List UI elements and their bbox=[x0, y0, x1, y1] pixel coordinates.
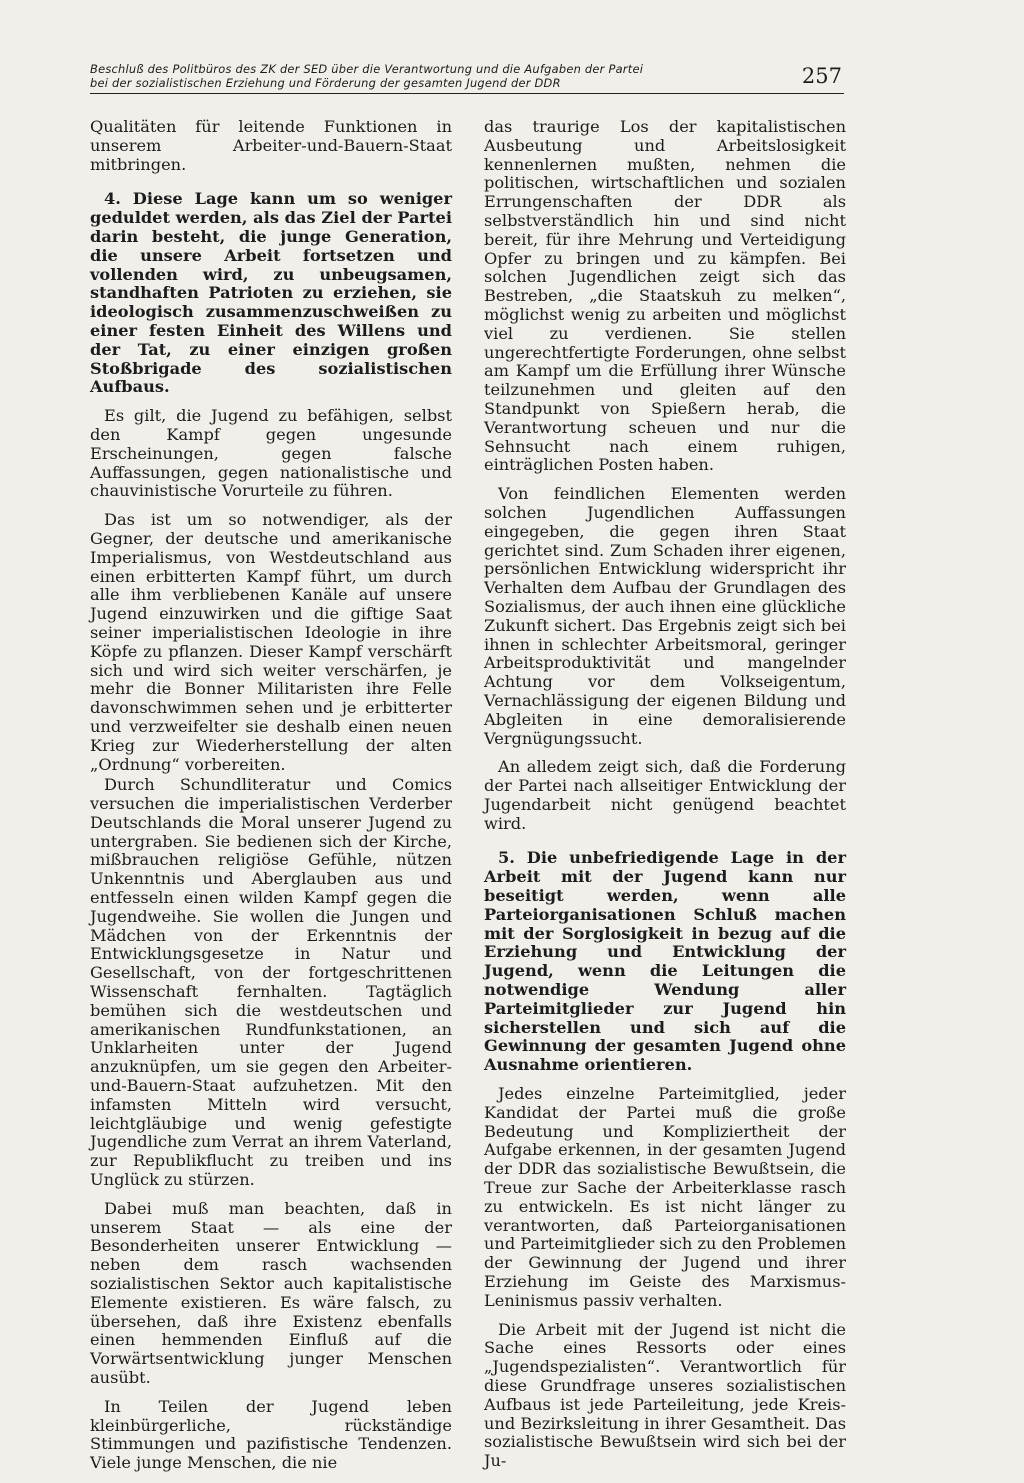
running-head bbox=[90, 62, 740, 90]
right-column bbox=[484, 118, 846, 1481]
paragraph: Die Arbeit mit der Jugend ist nicht die Sache eines Ressorts oder eines „Jugendspezialisten“. Verantwortlich für diese Grundfrage unseres sozialistischen Aufbaus ist jede Parteileitung, jede Kreis- und Bezirksleitung in ihrer Gesamtheit. Das sozialistische Bewußtsein wird sich bei der Ju- bbox=[484, 1319, 846, 1471]
page-header bbox=[90, 62, 844, 94]
paragraph: Von feindlichen Elementen werden solchen Jugendlichen Auffassungen eingegeben, die gegen ihren Staat gerichtet sind. Zum Schaden ihrer eigenen, persönlichen Entwicklung widerspricht ihr Verhalten dem Aufbau der Grundlagen des Sozialismus, der auch ihnen eine glückliche Zukunft sichert. Das Ergebnis zeigt sich bei ihnen in schlechter Arbeitsmoral, geringer Arbeitsproduktivität und mangelnder Achtung vor dem Volkseigentum, Vernachlässigung der eigenen Bildung und Abgleiten in eine demoralisierende Vergnügungssucht. bbox=[484, 484, 846, 748]
paragraph: In Teilen der Jugend leben kleinbürgerliche, rückständige Stimmungen und pazifistische Tendenzen. Viele junge Menschen, die nie bbox=[90, 1396, 452, 1473]
section-heading-4: 4. Diese Lage kann um so weniger geduldet werden, als das Ziel der Partei darin besteht, die junge Generation, die unsere Arbeit fortsetzen und vollenden wird, zu unbeugsamen, standhaften Patrioten zu erziehen, sie ideologisch zusammenzuschweißen zu einer festen Einheit des Willens und der Tat, zu einer einzigen großen Stoßbrigade des sozialistischen Aufbaus. bbox=[90, 189, 452, 397]
running-head-line-2: bei der sozialistischen Erziehung und Förderung der gesamten Jugend der DDR bbox=[90, 76, 561, 90]
paragraph: das traurige Los der kapitalistischen Ausbeutung und Arbeitslosigkeit kennenlernen mußten, nehmen die politischen, wirtschaftlichen und sozialen Errungenschaften der DDR als selbstverständlich hin und sind nicht bereit, für ihre Mehrung und Verteidigung Opfer zu bringen und zu kämpfen. Bei solchen Jugendlichen zeigt sich das Bestreben, „die Staatskuh zu melken“, möglichst wenig zu arbeiten und möglichst viel zu verdienen. Sie stellen ungerechtfertigte Forderungen, ohne selbst am Kampf um die Erfüllung ihrer Wünsche teilzunehmen und gleiten auf den Standpunkt von Spießern herab, die Verantwortung scheuen und nur die Sehnsucht nach einem ruhigen, einträglichen Posten haben. bbox=[484, 117, 846, 475]
paragraph: Qualitäten für leitende Funktionen in unserem Arbeiter-und-Bauern-Staat mitbringen. bbox=[90, 117, 452, 174]
left-column bbox=[90, 118, 452, 1483]
paragraph: Jedes einzelne Parteimitglied, jeder Kandidat der Partei muß die große Bedeutung und Kompliziertheit der Aufgabe erkennen, in der gesamten Jugend der DDR das sozialistische Bewußtsein, die Treue zur Sache der Arbeiterklasse rasch zu entwickeln. Es ist nicht länger zu verantworten, daß Parteiorganisationen und Parteimitglieder sich zu den Problemen der Gewinnung der Jugend und ihrer Erziehung im Geiste des Marxismus-Leninismus passiv verhalten. bbox=[484, 1084, 846, 1310]
paragraph: An alledem zeigt sich, daß die Forderung der Partei nach allseitiger Entwicklung der Jugendarbeit nicht genügend beachtet wird. bbox=[484, 757, 846, 833]
paragraph: Das ist um so notwendiger, als der Gegner, der deutsche und amerikanische Imperialismus, von Westdeutschland aus einen erbitterten Kampf führt, um durch alle ihm verbliebenen Kanäle auf unsere Jugend einzuwirken und die giftige Saat seiner imperialistischen Ideologie in ihre Köpfe zu pflanzen. Dieser Kampf verschärft sich und wird sich weiter verschärfen, je mehr die Bonner Militaristen ihre Felle davonschwimmen sehen und je erbitterter und verzweifelter sie deshalb einen neuen Krieg zur Wiederherstellung der alten „Ordnung“ vorbereiten. bbox=[90, 510, 452, 774]
section-heading-5: 5. Die unbefriedigende Lage in der Arbeit mit der Jugend kann nur beseitigt werden, wenn alle Parteiorganisationen Schluß machen mit der Sorglosigkeit in bezug auf die Erziehung und Entwicklung der Jugend, wenn die Leitungen die notwendige Wendung aller Parteimitglieder zur Jugend hin sicherstellen und sich auf die Gewinnung der gesamten Jugend ohne Ausnahme orientieren. bbox=[484, 848, 846, 1075]
paragraph: Dabei muß man beachten, daß in unserem Staat — als eine der Besonderheiten unserer Entwicklung — neben dem rasch wachsenden sozialistischen Sektor auch kapitalistische Elemente existieren. Es wäre falsch, zu übersehen, daß ihre Existenz ebenfalls einen hemmenden Einfluß auf die Vorwärtsentwicklung junger Menschen ausübt. bbox=[90, 1198, 452, 1387]
running-head-line-1: Beschluß des Politbüros des ZK der SED über die Verantwortung und die Aufgaben der Partei bbox=[90, 62, 644, 76]
page-number: 257 bbox=[801, 64, 842, 88]
paragraph: Es gilt, die Jugend zu befähigen, selbst den Kampf gegen ungesunde Erscheinungen, gegen falsche Auffassungen, gegen nationalistische und chauvinistische Vorurteile zu führen. bbox=[90, 406, 452, 501]
paragraph: Durch Schundliteratur und Comics versuchen die imperialistischen Verderber Deutschlands die Moral unserer Jugend zu untergraben. Sie bedienen sich der Kirche, mißbrauchen religiöse Gefühle, nützen Unkenntnis und Aberglauben aus und entfesseln einen wilden Kampf gegen die Jugendweihe. Sie wollen die Jungen und Mädchen von der Erkenntnis der Entwicklungsgesetze in Natur und Gesellschaft, von der fortgeschrittenen Wissenschaft fernhalten. Tagtäglich bemühen sich die westdeutschen und amerikanischen Rundfunkstationen, an Unklarheiten unter der Jugend anzuknüpfen, um sie gegen den Arbeiter-und-Bauern-Staat aufzuhetzen. Mit den infamsten Mitteln wird versucht, leichtgläubige und wenig gefestigte Jugendliche zum Verrat an ihrem Vaterland, zur Republikflucht zu treiben und ins Unglück zu stürzen. bbox=[90, 775, 452, 1190]
